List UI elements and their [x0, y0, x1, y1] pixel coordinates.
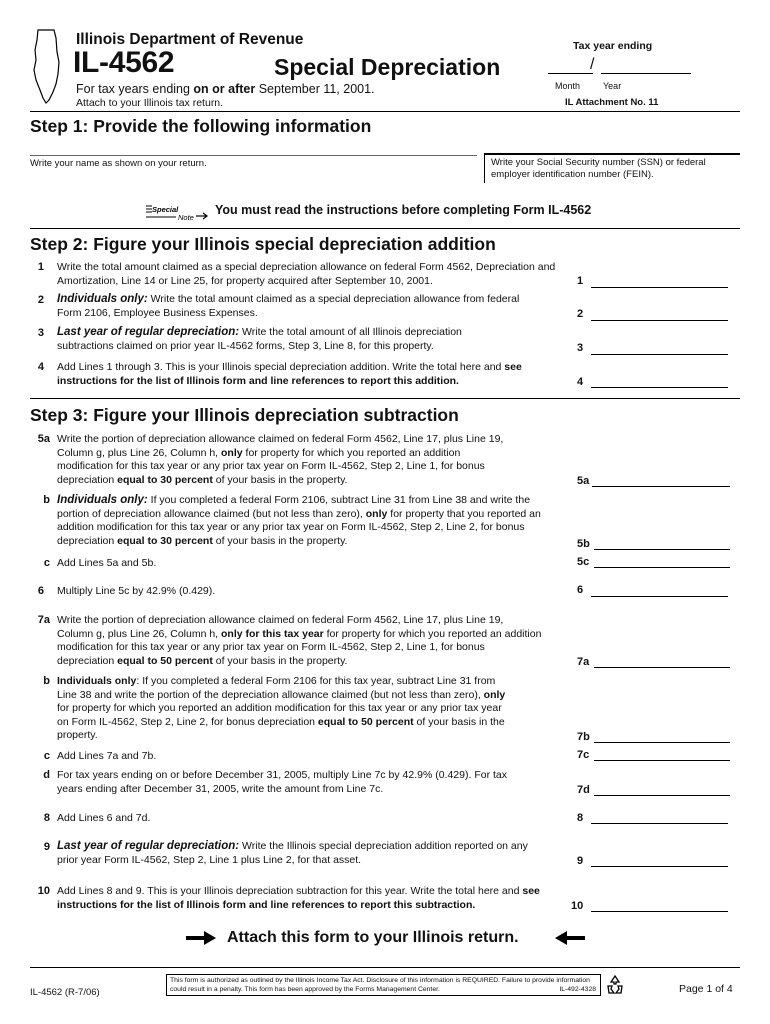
line-9-text: Last year of regular depreciation: Write the Illinois special depreciation addition reported on any prior year Form IL-4562, Step 2, Line 1 plus Line 2, for that asset.: [57, 840, 528, 866]
line-number: 9: [43, 841, 50, 853]
line-5c-field[interactable]: [594, 567, 730, 568]
line-8-field[interactable]: [591, 823, 728, 824]
answer-label: 5b: [577, 538, 590, 550]
attach-form-reminder: Attach this form to your Illinois return.: [227, 929, 519, 946]
line-7a-field[interactable]: [594, 667, 730, 668]
answer-label: 1: [577, 275, 584, 287]
line-number: 4: [37, 361, 44, 373]
month-label: Month: [555, 81, 581, 91]
line-10-field[interactable]: [591, 911, 728, 912]
tax-year-ending-label: Tax year ending: [573, 40, 653, 52]
tax-year-month-field[interactable]: [548, 70, 593, 74]
name-field[interactable]: [30, 155, 477, 156]
agency-name: Illinois Department of Revenue: [76, 31, 304, 48]
tax-year-slash: /: [590, 56, 595, 73]
step3-heading: Step 3: Figure your Illinois depreciation subtraction: [30, 405, 459, 425]
line-7b-field[interactable]: [594, 742, 730, 743]
line-7d-field[interactable]: [594, 795, 730, 796]
line-1-field[interactable]: [591, 287, 728, 288]
line-5c-text: Add Lines 5a and 5b.: [57, 557, 157, 569]
answer-label: 9: [577, 855, 584, 867]
line-9-field[interactable]: [591, 866, 728, 867]
answer-label: 4: [577, 376, 584, 388]
line-number: 1: [37, 261, 44, 273]
answer-label: 5c: [577, 556, 590, 568]
step1-divider: [30, 228, 740, 229]
line-5a-field[interactable]: [592, 486, 730, 487]
attachment-number: IL Attachment No. 11: [565, 97, 659, 108]
line-number: b: [43, 494, 50, 506]
attach-instruction: Attach to your Illinois tax return.: [76, 97, 224, 109]
line-4-text: Add Lines 1 through 3. This is your Illinois special depreciation addition. Write the total here and see instructions for the list of Illinois form and line references to report this addition.: [57, 361, 522, 387]
tax-years-note: For tax years ending on or after September 11, 2001.: [76, 82, 375, 96]
answer-label: 7b: [577, 731, 590, 743]
line-number: 2: [37, 294, 44, 306]
form-title: Special Depreciation: [274, 54, 501, 80]
answer-label: 8: [577, 812, 584, 824]
form-revision: IL-4562 (R-7/06): [30, 987, 100, 998]
form-id: IL-4562: [73, 46, 175, 79]
form-code: IL-492-4328: [559, 986, 596, 993]
line-7b-text: Individuals only: If you completed a federal Form 2106 for this tax year, subtract Line 31 from Line 38 and write the portion of the depreciation allowance claimed (but not less than zero), only for property for which you reported an addition modification for this tax year or any prior tax year on Form IL-4562, Step 2, Line 2, for bonus depreciation equal to 50 percent of your basis in the property.: [57, 675, 506, 741]
instructions-note: You must read the instructions before completing Form IL-4562: [215, 203, 592, 217]
line-number: c: [43, 750, 50, 762]
line-3-field[interactable]: [591, 354, 728, 355]
line-1-text: Write the total amount claimed as a special depreciation allowance on federal Form 4562, Depreciation and Amortization, Line 14 or Line 25, for property acquired after September 10, 2001.: [57, 261, 556, 287]
line-2-text: Individuals only: Write the total amount claimed as a special depreciation allowance from federal Form 2106, Employee Business Expenses.: [57, 293, 520, 319]
arrow-left-icon: [553, 930, 587, 946]
ssn-fein-label: Write your Social Security number (SSN) or federal employer identification number (FEIN).: [491, 157, 706, 180]
line-number: 8: [43, 812, 50, 824]
svg-text:Note: Note: [178, 213, 194, 221]
line-5b-field[interactable]: [594, 549, 730, 550]
step1-heading: Step 1: Provide the following information: [30, 116, 372, 136]
line-number: 3: [37, 327, 44, 339]
answer-label: 6: [577, 584, 584, 596]
line-7c-text: Add Lines 7a and 7b.: [57, 750, 157, 762]
answer-label: 7a: [577, 656, 590, 668]
tax-year-year-field[interactable]: [601, 70, 691, 74]
line-7a-text: Write the portion of depreciation allowance claimed on federal Form 4562, Line 17, plus Line 19, Column g, plus Line 26, Column h, only for this tax year for property for which you reported an addition modification for this tax year or any prior tax year on Form IL-4562, Step 2, Line 1, for bonus depreciation equal to 50 percent of your basis in the property.: [57, 614, 542, 667]
line-number: 10: [37, 885, 50, 897]
step2-heading: Step 2: Figure your Illinois special depreciation addition: [30, 234, 496, 254]
line-number: 6: [37, 585, 44, 597]
line-10-text: Add Lines 8 and 9. This is your Illinois depreciation subtraction for this year. Write the total here and see instructions for the list of Illinois form and line references to report this subtraction.: [57, 885, 540, 911]
line-8-text: Add Lines 6 and 7d.: [57, 812, 151, 824]
name-label: Write your name as shown on your return.: [30, 158, 207, 169]
line-7c-field[interactable]: [594, 760, 730, 761]
special-note-icon: [144, 203, 209, 221]
line-number: 5a: [37, 433, 50, 445]
answer-label: 7d: [577, 784, 590, 796]
header-divider: [30, 111, 740, 112]
year-label: Year: [603, 81, 622, 91]
line-3-text: Last year of regular depreciation: Write the total amount of all Illinois depreciation subtractions claimed on prior year IL-4562 forms, Step 3, Line 8, for this property.: [57, 326, 462, 352]
line-6-text: Multiply Line 5c by 42.9% (0.429).: [57, 585, 216, 597]
line-2-field[interactable]: [591, 320, 728, 321]
footer-divider: [30, 967, 740, 968]
answer-label: 10: [571, 900, 584, 912]
line-number: b: [43, 675, 50, 687]
line-5a-text: Write the portion of depreciation allowance claimed on federal Form 4562, Line 17, plus Line 19, Column g, plus Line 26, Column h, only for property for which you reported an addition modification for this tax year or any prior tax year on Form IL-4562, Step 2, Line 1, for bonus depreciation equal to 30 percent of your basis in the property.: [57, 433, 504, 486]
disclosure-box: [166, 974, 601, 996]
line-number: c: [43, 557, 50, 569]
page-number: Page 1 of 4: [679, 983, 733, 995]
answer-label: 5a: [577, 475, 590, 487]
illinois-state-outline-icon: [32, 28, 62, 104]
line-6-field[interactable]: [591, 596, 728, 597]
line-number: d: [43, 769, 50, 781]
answer-label: 3: [577, 342, 584, 354]
step2-divider: [30, 398, 740, 399]
svg-text:Special: Special: [152, 205, 179, 214]
arrow-right-icon: [184, 930, 218, 946]
line-4-field[interactable]: [591, 387, 728, 388]
recycle-icon: [605, 974, 625, 996]
line-5b-text: Individuals only: If you completed a federal Form 2106, subtract Line 31 from Line 38 and write the portion of depreciation allowance claimed (but not less than zero), only for property that you reported an addition modification for this tax year or any prior tax year on Form IL-4562, Step 2, Line 2, for bonus depreciation equal to 30 percent of your basis in the property.: [57, 494, 541, 547]
disclosure-text: This form is authorized as outlined by the Illinois Income Tax Act. Disclosure of this information is REQUIRED. Failure to provide information could result in a penalty. This form has been approved by the Forms Management Center.: [170, 977, 590, 993]
answer-label: 7c: [577, 749, 590, 761]
line-number: 7a: [37, 614, 50, 626]
line-7d-text: For tax years ending on or before December 31, 2005, multiply Line 7c by 42.9% (0.429). For tax years ending after December 31, 2005, write the amount from Line 7c.: [57, 769, 507, 795]
answer-label: 2: [577, 308, 584, 320]
